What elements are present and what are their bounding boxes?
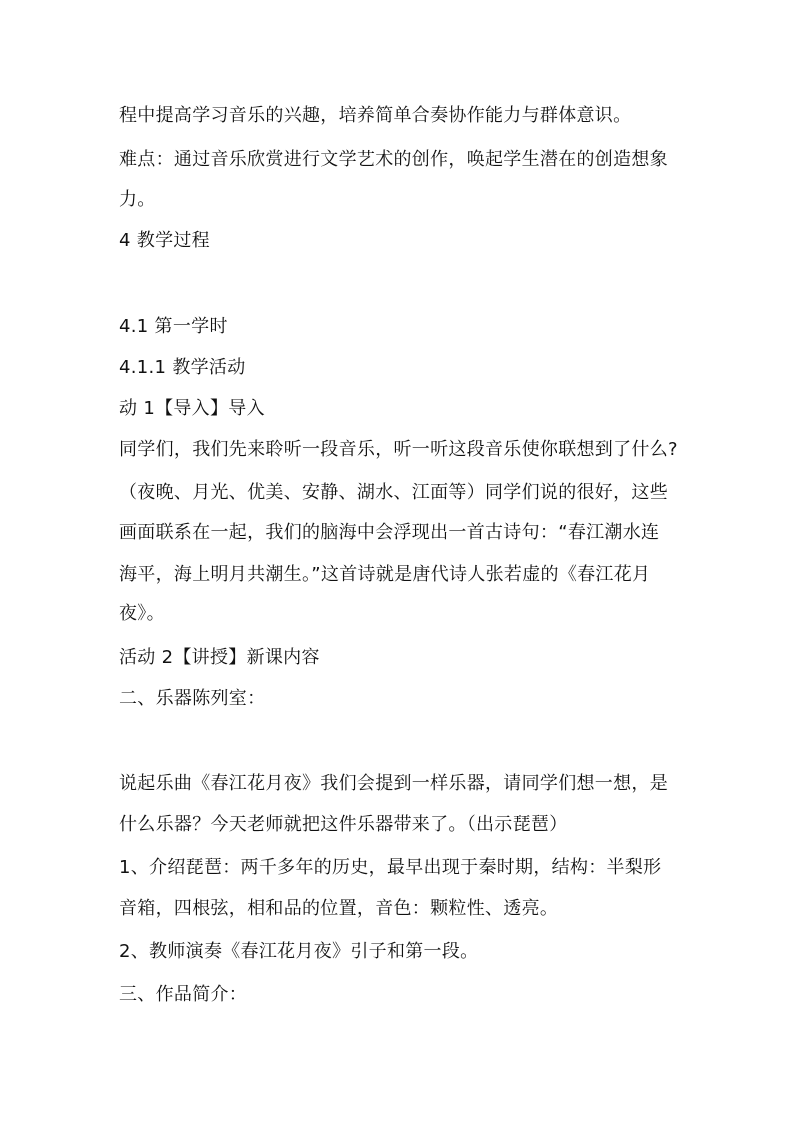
section-heading: 4 教学过程 xyxy=(119,230,210,251)
text-line: 2、教师演奏《春江花月夜》引子和第一段。 xyxy=(119,941,479,962)
section-heading: 二、乐器陈列室： xyxy=(119,688,266,709)
text-line: 难点：通过音乐欣赏进行文学艺术的创作，唤起学生潜在的创造想象 xyxy=(119,149,668,170)
text-line: 说起乐曲《春江花月夜》我们会提到一样乐器，请同学们想一想，是 xyxy=(119,773,668,794)
text-line: 程中提高学习音乐的兴趣，培养简单合奏协作能力与群体意识。 xyxy=(119,105,632,126)
text-line: （夜晚、月光、优美、安静、湖水、江面等）同学们说的很好，这些 xyxy=(119,482,668,503)
text-line: 1、介绍琵琶：两千多年的历史，最早出现于秦时期，结构：半梨形 xyxy=(119,857,662,878)
activity-heading: 动 1【导入】导入 xyxy=(119,398,265,419)
text-line: 海平，海上明月共潮生。”这首诗就是唐代诗人张若虚的《春江花月 xyxy=(119,564,651,585)
subsection-heading: 4.1 第一学时 xyxy=(119,316,228,337)
subsection-heading: 4.1.1 教学活动 xyxy=(119,357,246,378)
text-line: 音箱，四根弦，相和品的位置，音色：颗粒性、透亮。 xyxy=(119,898,559,919)
text-line: 同学们，我们先来聆听一段音乐，听一听这段音乐使你联想到了什么? xyxy=(119,439,678,460)
text-line: 画面联系在一起，我们的脑海中会浮现出一首古诗句：“春江潮水连 xyxy=(119,522,660,543)
text-line: 夜》。 xyxy=(119,603,165,624)
activity-heading: 活动 2【讲授】新课内容 xyxy=(119,647,320,668)
text-line: 什么乐器？今天老师就把这件乐器带来了。（出示琵琶） xyxy=(119,814,568,835)
section-heading: 三、作品简介： xyxy=(119,984,248,1005)
text-line: 力。 xyxy=(119,189,156,210)
